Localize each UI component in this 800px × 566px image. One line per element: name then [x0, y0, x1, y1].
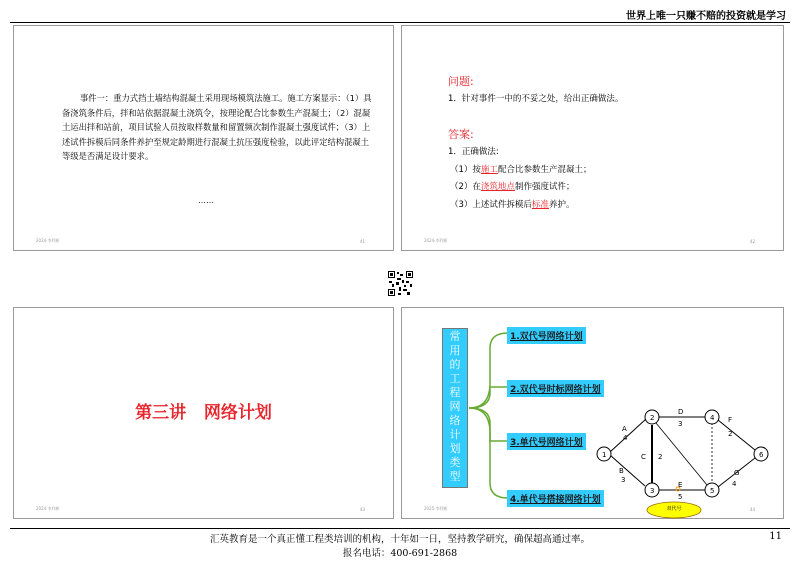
edge-duration-B: 3 — [621, 476, 626, 484]
slide-footer: 2024·李利彬 — [36, 238, 60, 243]
answer-item-2 — [450, 180, 574, 192]
network-type-4: 4.单代号搭接网络计划 — [507, 490, 604, 507]
slide-chapter-title — [13, 307, 394, 519]
edge-A — [610, 419, 646, 452]
answer-item-3 — [450, 198, 574, 210]
qr-code — [387, 270, 414, 297]
slide-footer: 2025·李利彬 — [424, 506, 448, 511]
node-label-5: 5 — [710, 487, 715, 495]
edge-label-E: E — [678, 481, 683, 489]
answer-item-2-pre: （2）在 — [450, 182, 481, 192]
edge-duration-E: 5 — [678, 493, 683, 501]
badge-label: 双代号 — [666, 506, 682, 512]
node-label-2: 2 — [650, 414, 655, 422]
edge-F — [718, 420, 755, 450]
answer-item-1-post: 配合比参数生产混凝土； — [497, 165, 592, 175]
slide-network-types — [401, 307, 784, 519]
answer-item-1-key: 施工 — [480, 165, 498, 175]
footer-line-2: 报名电话：400-691-2868 — [342, 548, 458, 559]
footer-rule — [10, 528, 790, 529]
ellipsis: …… — [198, 196, 214, 205]
answer-item-1-pre: （1）按 — [450, 165, 481, 175]
edge-duration-A: 4 — [623, 434, 628, 442]
edge-dummy-25 — [656, 423, 707, 485]
answer-item-3-key: 标准 — [531, 200, 549, 210]
event-paragraph: 事件一：重力式挡土墙结构混凝土采用现场模筑法施工。施工方案显示：（1）具备浇筑条件后，拌和站依据混凝土浇筑令，按理论配合比参数生产混凝土；（2）混凝土运出拌和站前，项目试验人员按取样数量和留置频次制作混凝土强度试件；（3）上述试件拆模后同条件养护至规定龄期进行混凝土抗压强度检验，以此评定结构混凝土等级是否满足设计要求。 — [62, 93, 372, 162]
node-label-1: 1 — [602, 451, 607, 459]
edge-label-C: C — [641, 453, 646, 461]
slide-page: 41 — [359, 239, 365, 244]
edge-duration-D: 3 — [678, 420, 683, 428]
edge-B — [610, 455, 645, 486]
network-type-3: 3.单代号网络计划 — [507, 433, 586, 450]
answer-item-3-pre: （3）上述试件拆模后 — [450, 200, 532, 210]
answer-item-1 — [450, 163, 591, 175]
slide-page: 42 — [749, 239, 755, 244]
network-type-1: 1.双代号网络计划 — [507, 327, 586, 344]
type-bracket — [468, 323, 518, 508]
node-label-3: 3 — [650, 487, 655, 495]
edge-label-D: D — [678, 408, 684, 416]
node-label-6: 6 — [759, 451, 764, 459]
slide-question-answer — [401, 25, 784, 251]
node-label-4: 4 — [710, 414, 715, 422]
answer-title: 1．正确做法: — [448, 147, 499, 157]
slide-footer: 2024·李利彬 — [36, 506, 60, 511]
answer-item-2-key: 浇筑地点 — [480, 182, 515, 192]
edge-duration-G: 4 — [732, 480, 737, 488]
page-number: 11 — [769, 531, 782, 542]
answer-item-2-post: 制作强度试件； — [514, 182, 575, 192]
slide-page: 44 — [749, 507, 755, 512]
slide-event — [13, 25, 394, 251]
network-type-2: 2.双代号时标网络计划 — [507, 380, 604, 397]
answer-heading: 答案: — [448, 128, 474, 141]
edge-label-A: A — [622, 425, 627, 433]
answer-item-3-post: 养护。 — [548, 200, 575, 210]
vertical-label: 常用的工程网络计划类型 — [449, 330, 461, 483]
slide-page: 43 — [359, 507, 365, 512]
edge-label-B: B — [619, 467, 624, 475]
edge-label-F: F — [728, 416, 733, 424]
header-rule — [10, 22, 790, 23]
question-text: 1．针对事件一中的不妥之处，给出正确做法。 — [448, 94, 624, 104]
edge-label-G: G — [734, 469, 740, 477]
footer-line-1: 汇英教育是一个真正懂工程类培训的机构，十年如一日，坚持教学研究，确保超高通过率。 — [209, 534, 590, 545]
chapter-title: 第三讲 网络计划 — [135, 403, 272, 423]
question-heading: 问题: — [448, 75, 474, 88]
edge-duration-F: 2 — [728, 430, 733, 438]
edge-duration-C: 2 — [658, 453, 663, 461]
slide-footer: 2024·李利彬 — [424, 238, 448, 243]
header-slogan: 世界上唯一只赚不赔的投资就是学习 — [626, 11, 786, 22]
